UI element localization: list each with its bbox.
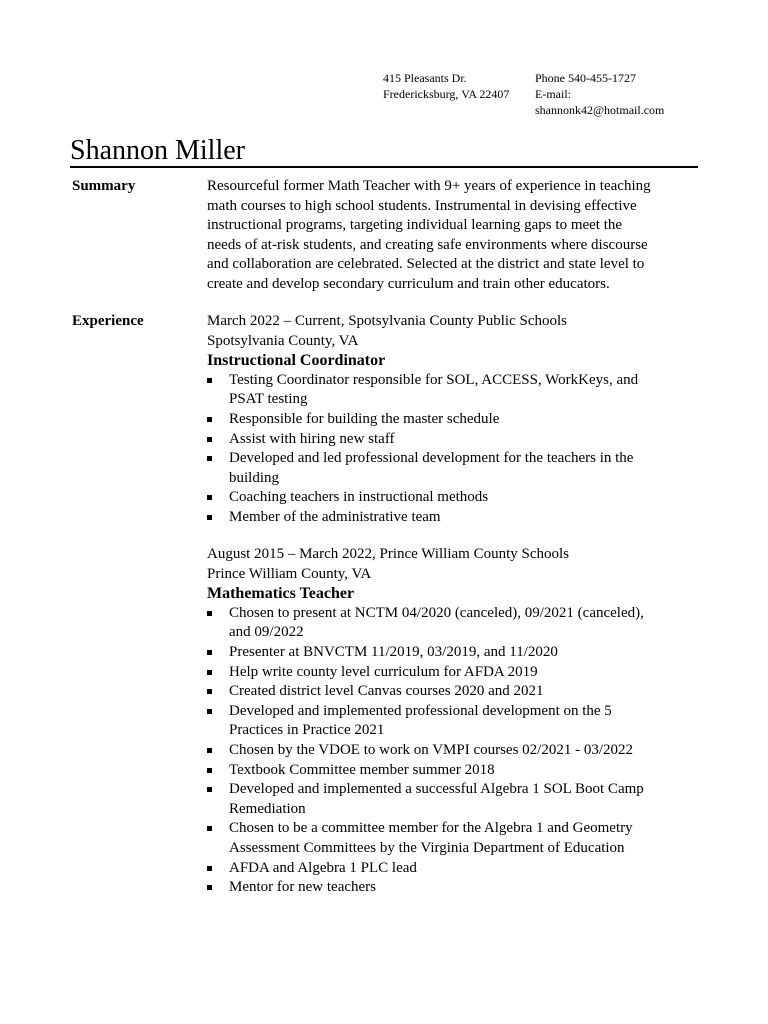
job-bullet-line: Practices in Practice 2021 [229, 722, 385, 739]
job-bullet-item [207, 741, 702, 761]
summary-line: needs of at-risk students, and creating safe environments where discourse [207, 236, 648, 253]
job-bullet-item [207, 682, 702, 702]
summary-line: math courses to high school students. Instrumental in devising effective [207, 197, 637, 214]
square-bullet-icon [207, 866, 212, 871]
summary-line: create and develop secondary curriculum and train other educators. [207, 275, 610, 292]
job-bullet-item [207, 604, 702, 643]
job-bullet-line: Testing Coordinator responsible for SOL, ACCESS, WorkKeys, and [229, 371, 639, 388]
job-bullet-list [207, 604, 702, 898]
job-bullet-line: Chosen by the VDOE to work on VMPI courses 02/2021 - 03/2022 [229, 741, 634, 758]
square-bullet-icon [207, 515, 212, 520]
job-bullet-line: Textbook Committee member summer 2018 [229, 761, 495, 778]
job-bullet-line: building [229, 469, 280, 486]
contact-block [535, 70, 664, 118]
phone-number: Phone 540-455-1727 [535, 71, 636, 85]
job-bullet-line: and 09/2022 [229, 624, 304, 641]
square-bullet-icon [207, 787, 212, 792]
header-divider [70, 166, 698, 168]
square-bullet-icon [207, 650, 212, 655]
job-bullet-item [207, 371, 702, 410]
job-bullet-line: Coaching teachers in instructional methods [229, 489, 489, 506]
job-bullet-line: Chosen to be a committee member for the Algebra 1 and Geometry [229, 820, 633, 837]
job-bullet-item [207, 488, 702, 508]
job-bullet-line: Assist with hiring new staff [229, 430, 395, 447]
job-bullet-line: AFDA and Algebra 1 PLC lead [229, 859, 417, 876]
square-bullet-icon [207, 437, 212, 442]
summary-text [207, 177, 707, 295]
email-address: shannonk42@hotmail.com [535, 103, 665, 117]
job-bullet-line: Assessment Committees by the Virginia Department of Education [229, 839, 625, 856]
address-line-2: Fredericksburg, VA 22407 [383, 87, 510, 101]
job-dates-employer: August 2015 – March 2022, Prince William County Schools [207, 546, 570, 562]
email-label: E-mail: [535, 87, 571, 101]
job-bullet-line: Presenter at BNVCTM 11/2019, 03/2019, and 11/2020 [229, 643, 558, 660]
job-bullet-line: Remediation [229, 800, 306, 817]
job-bullet-line: Chosen to present at NCTM 04/2020 (canceled), 09/2021 (canceled), [229, 604, 644, 621]
job-bullet-line: Created district level Canvas courses 2020 and 2021 [229, 683, 544, 700]
square-bullet-icon [207, 748, 212, 753]
summary-line: and collaboration are celebrated. Selected at the district and state level to [207, 256, 645, 273]
job-bullet-item [207, 859, 702, 879]
job-bullet-item [207, 878, 702, 898]
square-bullet-icon [207, 709, 212, 714]
job-bullet-item [207, 761, 702, 781]
job-bullet-line: PSAT testing [229, 391, 308, 408]
job-location: Spotsylvania County, VA [207, 332, 359, 349]
job-location: Prince William County, VA [207, 565, 372, 582]
job-bullet-list [207, 371, 702, 528]
square-bullet-icon [207, 689, 212, 694]
job-bullet-item [207, 449, 702, 488]
job-bullet-item [207, 663, 702, 683]
summary-line: Resourceful former Math Teacher with 9+ years of experience in teaching [207, 178, 651, 194]
job-bullet-item [207, 508, 702, 528]
square-bullet-icon [207, 885, 212, 890]
square-bullet-icon [207, 826, 212, 831]
job-bullet-line: Developed and led professional development for the teachers in the [229, 450, 634, 467]
square-bullet-icon [207, 456, 212, 461]
square-bullet-icon [207, 417, 212, 422]
job-bullet-line: Mentor for new teachers [229, 879, 377, 896]
square-bullet-icon [207, 378, 212, 383]
summary-heading: Summary [72, 178, 136, 194]
address-block [383, 70, 509, 102]
square-bullet-icon [207, 670, 212, 675]
square-bullet-icon [207, 495, 212, 500]
job-title: Mathematics Teacher [207, 585, 355, 603]
address-line-1: 415 Pleasants Dr. [383, 71, 467, 85]
job-dates-employer: March 2022 – Current, Spotsylvania County Public Schools [207, 313, 567, 329]
job-bullet-item [207, 430, 702, 450]
job-bullet-line: Member of the administrative team [229, 508, 441, 525]
job-bullet-line: Responsible for building the master schedule [229, 410, 500, 427]
summary-line: instructional programs, targeting individual learning gaps to meet the [207, 217, 623, 234]
job-bullet-line: Developed and implemented professional development on the 5 [229, 702, 612, 719]
job-bullet-item [207, 702, 702, 741]
square-bullet-icon [207, 768, 212, 773]
job-bullet-item [207, 819, 702, 858]
square-bullet-icon [207, 611, 212, 616]
job-bullet-item [207, 643, 702, 663]
job-bullet-item [207, 410, 702, 430]
job-entry [207, 545, 702, 898]
experience-heading: Experience [72, 313, 144, 329]
job-bullet-line: Developed and implemented a successful Algebra 1 SOL Boot Camp [229, 781, 644, 798]
job-title: Instructional Coordinator [207, 352, 386, 370]
job-bullet-item [207, 780, 702, 819]
resume-name: Shannon Miller [70, 135, 245, 166]
job-entry [207, 312, 702, 528]
job-bullet-line: Help write county level curriculum for AFDA 2019 [229, 663, 538, 680]
